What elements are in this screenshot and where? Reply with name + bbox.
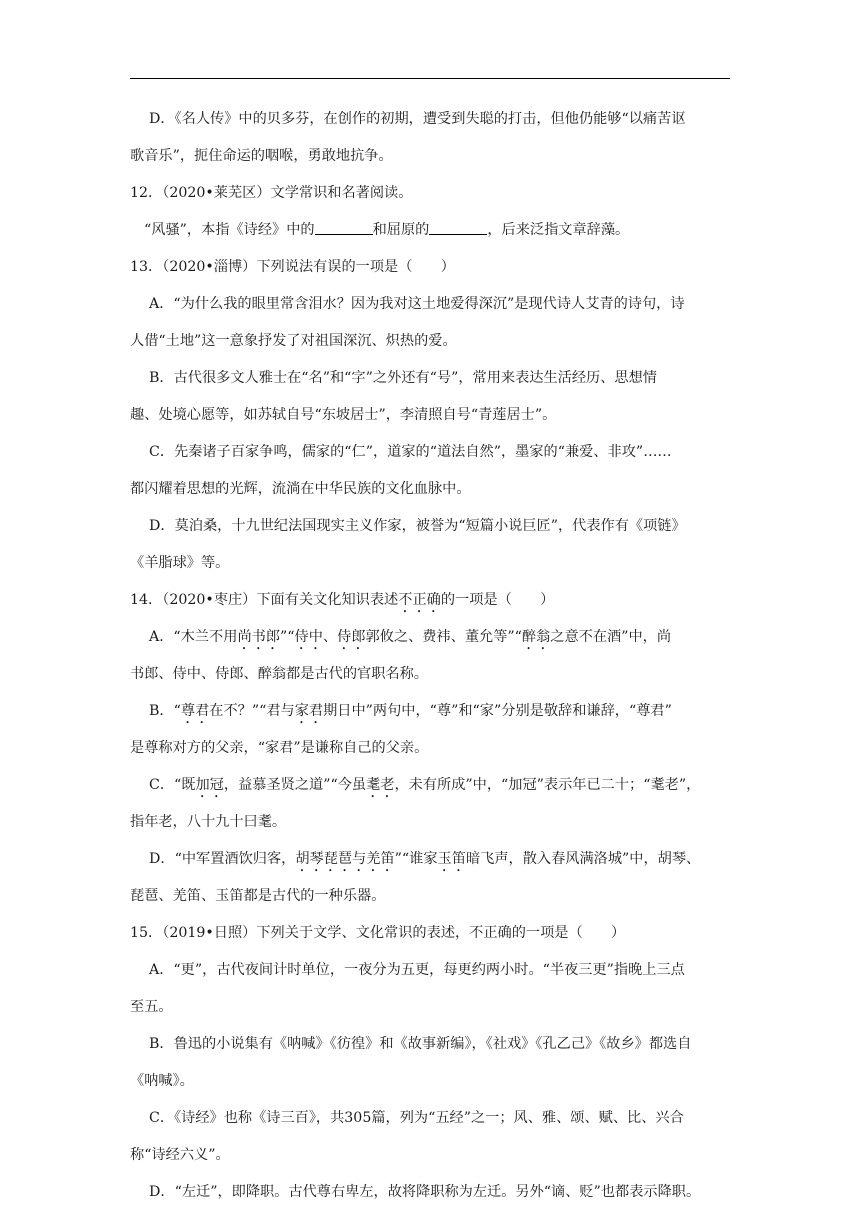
text-segment: ，未有所成”中，“加冠”表示年已二十；“耄老”， bbox=[394, 777, 701, 793]
emphasis-text: 玉笛 bbox=[437, 851, 466, 867]
question-13 bbox=[130, 249, 730, 582]
emphasis-text: 侍郎 bbox=[337, 629, 366, 645]
text-segment: 在不？”“君与 bbox=[209, 703, 295, 719]
emphasis-text: 耄老 bbox=[366, 777, 395, 793]
question-11-continued bbox=[130, 101, 730, 175]
question-15-stem: 15．（2019•日照）下列关于文学、文化常识的表述，不正确的一项是（ ） bbox=[130, 925, 626, 941]
option-b-line-1: B．古代很多文人雅士在“名”和“字”之外还有“号”，常用来表达生活经历、思想情 bbox=[149, 370, 657, 386]
document-body bbox=[130, 101, 730, 1211]
option-a-line-2: 人借“土地”这一意象抒发了对祖国深沉、炽热的爱。 bbox=[130, 333, 457, 349]
text-segment: 之意不在酒”中，尚 bbox=[550, 629, 672, 645]
text-segment: A．“木兰不用 bbox=[149, 629, 238, 645]
option-c-line-2: 都闪耀着思想的光辉，流淌在中华民族的文化血脉中。 bbox=[130, 481, 471, 497]
option-d-line-1 bbox=[130, 841, 730, 878]
body-text-b: 和屈原的 bbox=[372, 222, 430, 238]
option-c-line-1: C．先秦诸子百家争鸣，儒家的“仁”，道家的“道法自然”，墨家的“兼爱、非攻”…… bbox=[149, 444, 672, 460]
stem-text-a: 14．（2020•枣庄）下面有关文化知识表述 bbox=[130, 592, 399, 608]
question-12-body bbox=[130, 212, 730, 249]
text-segment: ”“谁家 bbox=[394, 851, 438, 867]
text-segment: 、 bbox=[322, 629, 338, 645]
text-segment: 暗飞声，散入春风满洛城”中，胡琴、 bbox=[465, 851, 701, 867]
question-12 bbox=[130, 175, 730, 249]
option-c-line-1: C．《诗经》也称《诗三百》，共305篇，列为“五经”之一；风、雅、颂、赋、比、兴合 bbox=[149, 1110, 684, 1126]
text-segment: ，益慕圣贤之道”“今虽 bbox=[223, 777, 367, 793]
option-c-line-1 bbox=[130, 767, 730, 804]
body-text-c: ，后来泛指文章辞藻。 bbox=[487, 222, 630, 238]
option-a-line-2: 书郎、侍中、侍郎、醉翁都是古代的官职名称。 bbox=[130, 666, 428, 682]
question-14 bbox=[130, 582, 730, 915]
text-segment: D．“中军置酒饮归客， bbox=[149, 851, 296, 867]
text-segment: ”“ bbox=[280, 629, 295, 645]
option-a-line-1: A．“更”，古代夜间计时单位，一夜分为五更，每更约两小时。“半夜三更”指晚上三点 bbox=[149, 962, 685, 978]
question-14-stem bbox=[130, 582, 730, 619]
option-d-line-1: D．“左迁”，即降职。古代尊右卑左，故将降职称为左迁。另外“谪、贬”也都表示降职。 bbox=[149, 1184, 701, 1200]
option-b-line-1: B．鲁迅的小说集有《呐喊》《彷徨》和《故事新编》，《社戏》《孔乙己》《故乡》都选自 bbox=[149, 1036, 692, 1052]
option-d-line-2: 《羊脂球》等。 bbox=[130, 555, 230, 571]
body-text-a: “风骚”，本指《诗经》中的 bbox=[144, 222, 315, 238]
option-d-line-2: 琵琶、羌笛、玉笛都是古代的一种乐器。 bbox=[130, 888, 386, 904]
emphasis-text: 尊君 bbox=[180, 703, 210, 719]
option-d-line-1: D．《名人传》中的贝多芬，在创作的初期，遭受到失聪的打击，但他仍能够“以痛苦讴 bbox=[149, 111, 686, 127]
emphasis-text: 不正确 bbox=[398, 592, 441, 608]
option-b-line-2: 趣、处境心愿等，如苏轼自号“东坡居士”，李清照自号“青莲居士”。 bbox=[130, 407, 557, 423]
text-segment: 期日中”两句中，“尊”和“家”分别是敬辞和谦辞，“尊君” bbox=[323, 703, 672, 719]
emphasis-text: 胡琴琵琶与羌笛 bbox=[295, 851, 395, 867]
option-c-line-2: 指年老，八十九十曰耄。 bbox=[130, 814, 287, 830]
emphasis-text: 家君 bbox=[294, 703, 324, 719]
emphasis-text: 加冠 bbox=[195, 777, 224, 793]
text-segment: C．“既 bbox=[149, 777, 196, 793]
emphasis-text: 尚书郎 bbox=[237, 629, 281, 645]
question-12-stem: 12．（2020•莱芜区）文学常识和名著阅读。 bbox=[130, 185, 413, 201]
text-segment: 郭攸之、费祎、董允等”“ bbox=[365, 629, 522, 645]
answer-blank-2[interactable] bbox=[429, 220, 487, 235]
header-rule bbox=[130, 78, 730, 79]
option-b-line-2: 《呐喊》。 bbox=[130, 1073, 194, 1089]
answer-blank-1[interactable] bbox=[315, 220, 373, 235]
option-a-line-1: A．“为什么我的眼里常含泪水？因为我对这土地爱得深沉”是现代诗人艾青的诗句，诗 bbox=[149, 296, 685, 312]
text-segment: B．“ bbox=[149, 703, 181, 719]
option-d-line-1: D．莫泊桑，十九世纪法国现实主义作家，被誉为“短篇小说巨匠”，代表作有《项链》 bbox=[149, 518, 686, 534]
option-d-line-2: 歌音乐”，扼住命运的咽喉，勇敢地抗争。 bbox=[130, 148, 393, 164]
emphasis-text: 醉翁 bbox=[521, 629, 551, 645]
option-c-line-2: 称“诗经六义”。 bbox=[130, 1147, 230, 1163]
question-13-stem: 13．（2020•淄博）下列说法有误的一项是（ ） bbox=[130, 259, 455, 275]
option-a-line-2: 至五。 bbox=[130, 999, 173, 1015]
question-15 bbox=[130, 915, 730, 1211]
option-a-line-1 bbox=[130, 619, 730, 656]
stem-text-b: 的一项是（ ） bbox=[440, 592, 555, 608]
emphasis-text: 侍中 bbox=[294, 629, 323, 645]
option-b-line-2: 是尊称对方的父亲，“家君”是谦称自己的父亲。 bbox=[130, 740, 429, 756]
option-b-line-1 bbox=[130, 693, 730, 730]
